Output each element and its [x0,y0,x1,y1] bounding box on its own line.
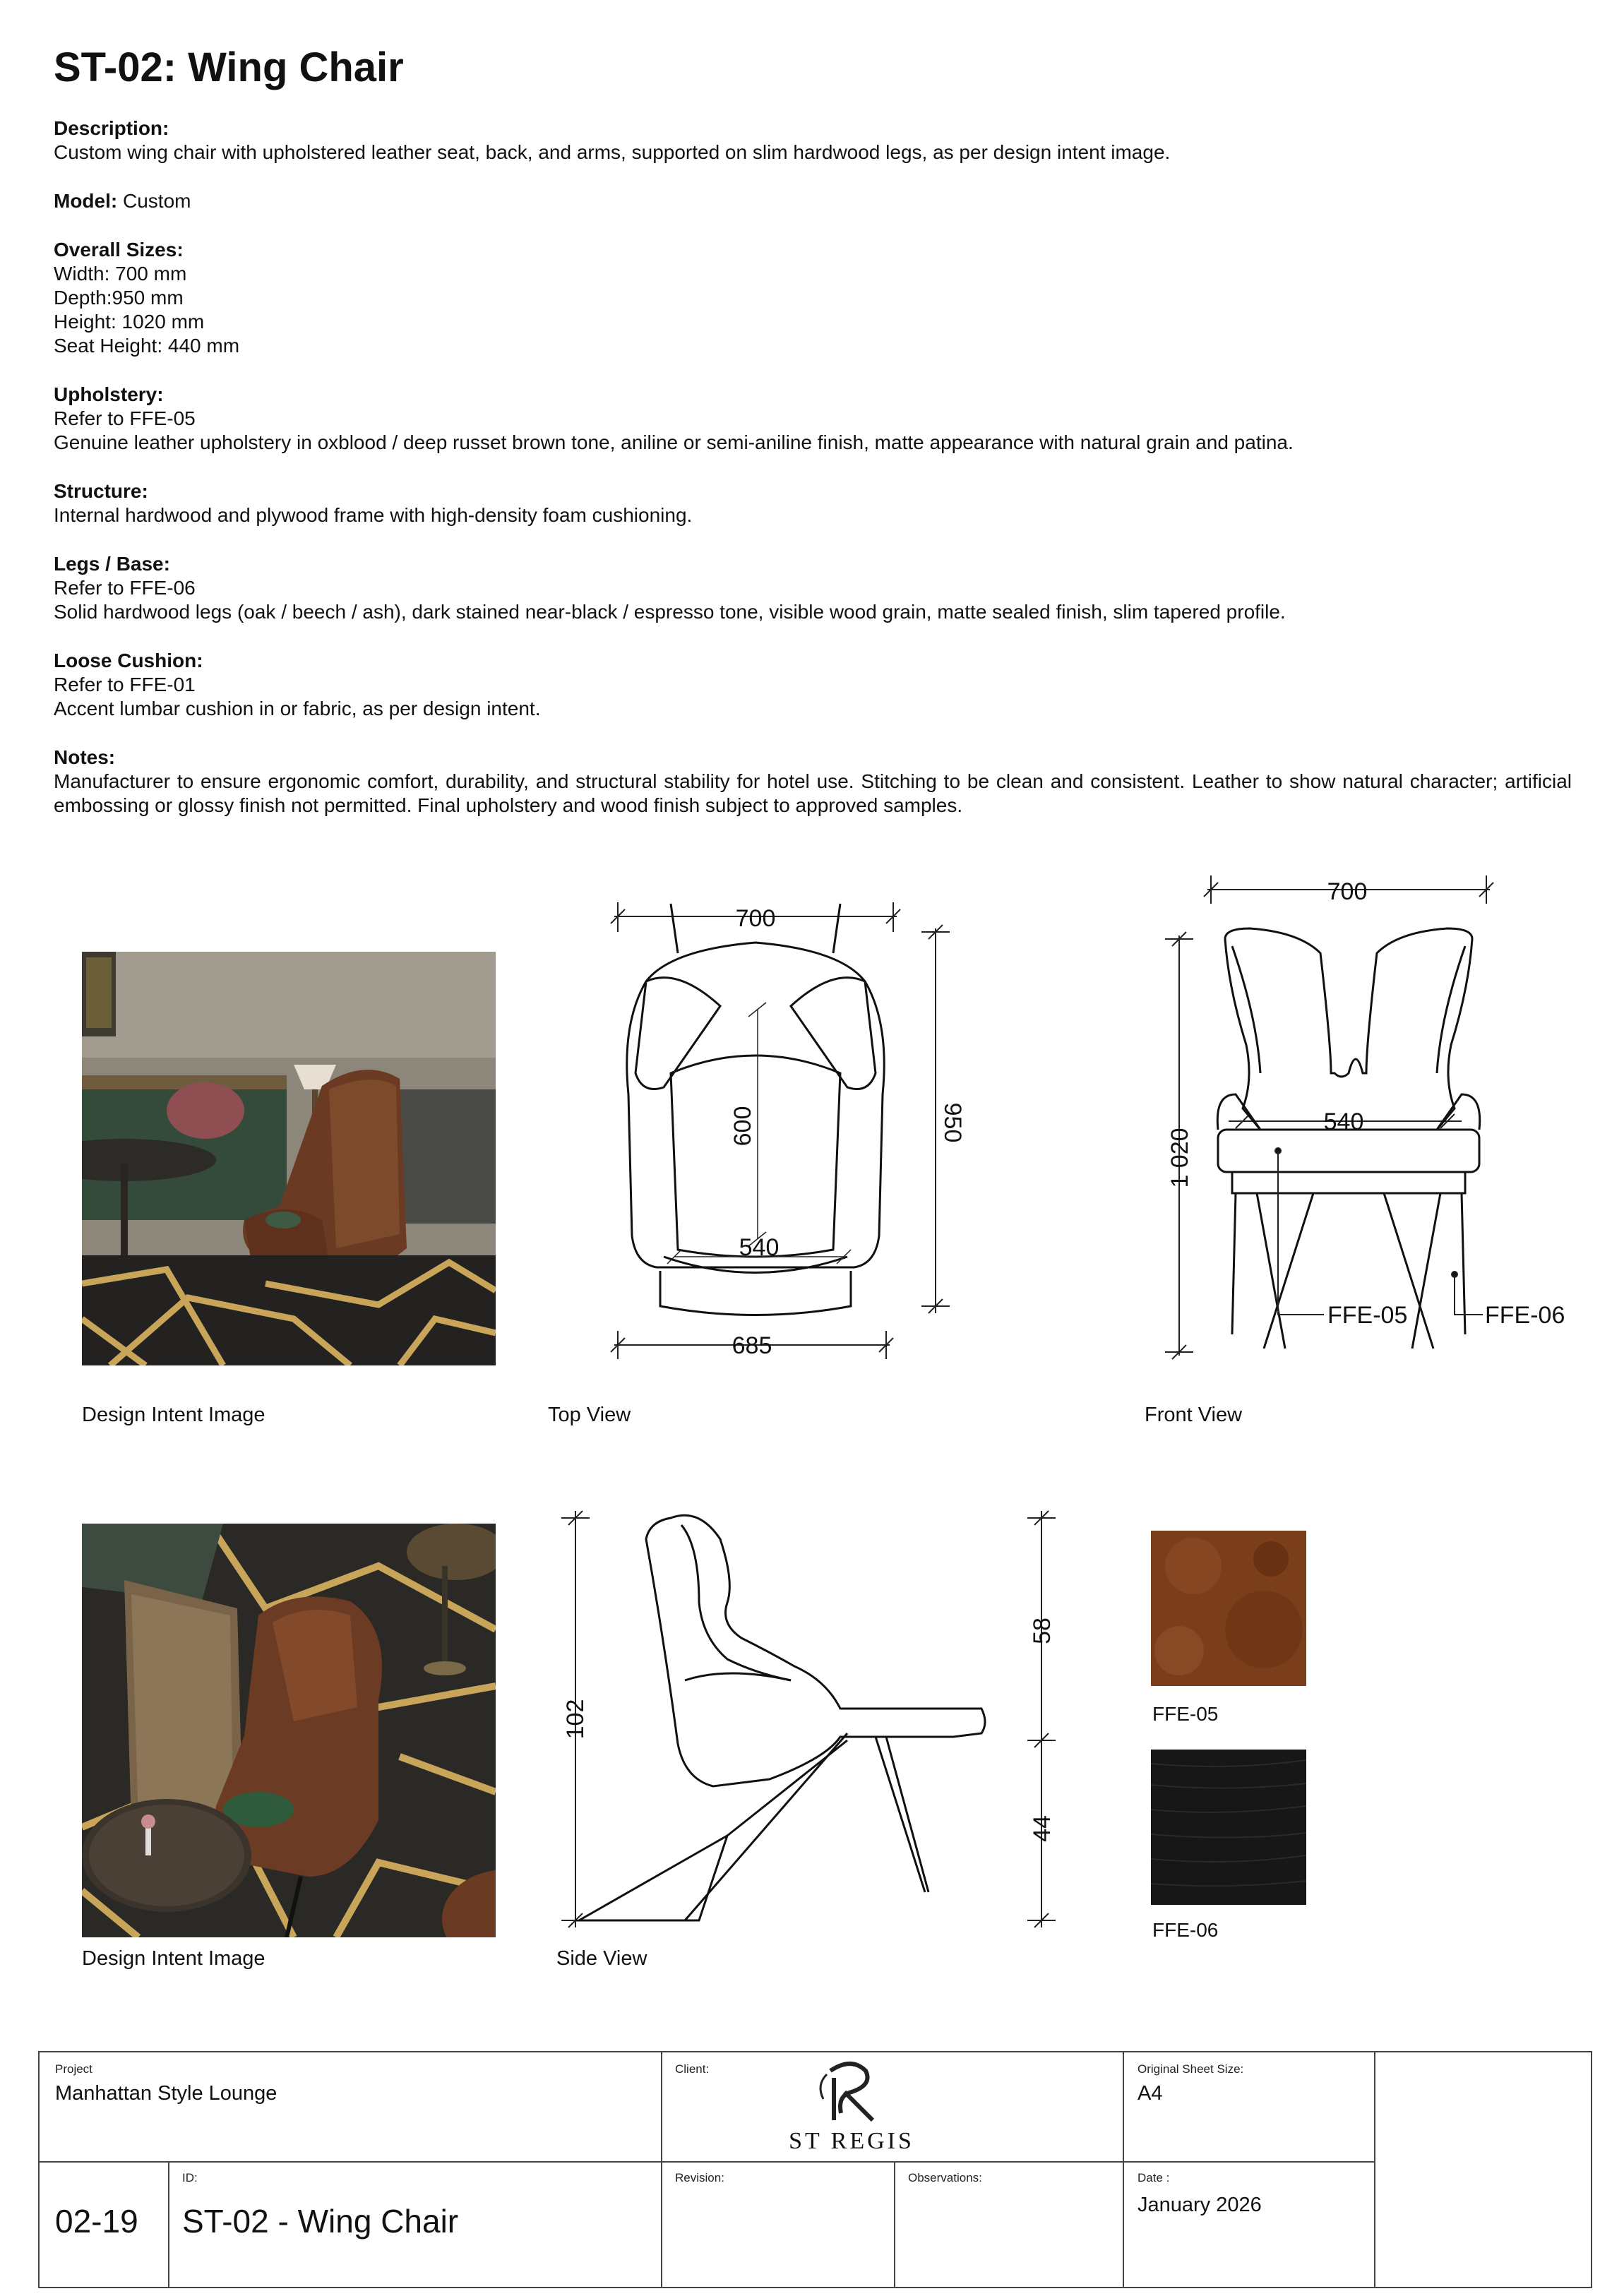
size-width: Width: 700 mm [54,263,187,285]
top-depth-label: 950 [939,1102,966,1143]
top-base-width-label: 685 [732,1332,772,1359]
design-intent-photo-2 [82,1524,496,1937]
upholstery-label: Upholstery: [54,383,164,405]
project-label: Project [55,2062,92,2076]
observations-label: Observations: [908,2171,982,2184]
brand-wordmark: ST REGIS [789,2128,914,2154]
front-seat-width-label: 540 [1323,1108,1364,1135]
size-seat-height: Seat Height: 440 mm [54,335,240,357]
side-lower-label: 44 [1029,1815,1056,1842]
caption-front-view: Front View [1145,1404,1243,1426]
cushion-label: Loose Cushion: [54,650,203,671]
notes-section [54,746,1572,818]
swatch-ffe06 [1151,1750,1306,1905]
front-view-drawing [1158,861,1582,1370]
size-depth: Depth:950 mm [54,287,184,309]
lounge-photo-2 [82,1524,496,1937]
description-text: Custom wing chair with upholstered leather seat, back, and arms, supported on slim hardwood legs, as per design intent image. [54,141,1171,163]
cushion-ref: Refer to FFE-01 [54,674,196,695]
top-seat-width-label: 540 [739,1234,780,1261]
front-ffe06-label: FFE-06 [1485,1302,1565,1329]
leather-texture [1151,1531,1306,1686]
upholstery-section [54,383,1572,455]
st-regis-logo [760,2057,943,2159]
lounge-photo-1 [82,952,496,1365]
side-view-chair-outline [579,1515,985,1920]
cushion-section [54,649,1572,721]
structure-section [54,479,1572,527]
sizes-section [54,238,1572,358]
date-value: January 2026 [1138,2194,1262,2216]
sheet-number: 02-19 [55,2203,138,2240]
legs-label: Legs / Base: [54,553,170,575]
swatch-ffe05-label: FFE-05 [1152,1703,1219,1725]
id-label: ID: [182,2171,198,2184]
side-view-drawing [558,1497,1066,1935]
sizes-label: Overall Sizes: [54,239,184,261]
model-label: Model: [54,190,118,212]
side-height-label: 102 [562,1699,589,1740]
model-value: Custom [123,190,191,212]
upholstery-text: Genuine leather upholstery in oxblood / deep russet brown tone, aniline or semi-aniline finish, matte appearance with natural grain and patina. [54,431,1294,453]
page-title: ST-02: Wing Chair [54,44,404,90]
caption-design-intent-2: Design Intent Image [82,1947,265,1970]
description-label: Description: [54,117,169,139]
sheet-size-value: A4 [1138,2082,1163,2105]
front-width-label: 700 [1327,878,1368,905]
side-upper-label: 58 [1029,1618,1056,1644]
front-ffe05-label: FFE-05 [1327,1302,1408,1329]
sheet-size-label: Original Sheet Size: [1138,2062,1244,2076]
top-seat-depth-label: 600 [729,1106,756,1147]
legs-ref: Refer to FFE-06 [54,577,196,599]
legs-text: Solid hardwood legs (oak / beech / ash), dark stained near-black / espresso tone, visible wood grain, matte sealed finish, slim tapered profile. [54,601,1286,623]
notes-text: Manufacturer to ensure ergonomic comfort, durability, and structural stability for hotel use. Stitching to be clean and consistent. Leather to show natural character; artificial embossing or glossy finish not permitted. Final upholstery and wood finish subject to approved samples. [54,770,1572,816]
top-width-label: 700 [735,905,776,932]
size-height: Height: 1020 mm [54,311,205,333]
title-block [38,2051,1592,2288]
structure-text: Internal hardwood and plywood frame with high-density foam cushioning. [54,504,693,526]
id-value: ST-02 - Wing Chair [182,2203,459,2240]
revision-label: Revision: [675,2171,724,2184]
caption-design-intent-1: Design Intent Image [82,1404,265,1426]
swatch-ffe05 [1151,1531,1306,1686]
specification [54,116,1572,842]
design-intent-photo-1 [82,952,496,1365]
model-section [54,189,1572,213]
description-section [54,116,1572,165]
upholstery-ref: Refer to FFE-05 [54,407,196,429]
client-label: Client: [675,2062,710,2076]
caption-side-view: Side View [556,1947,647,1970]
cushion-text: Accent lumbar cushion in or fabric, as per design intent. [54,698,541,719]
wood-grain-texture [1151,1750,1306,1905]
top-view-drawing [579,883,974,1363]
swatch-ffe06-label: FFE-06 [1152,1919,1219,1941]
project-name: Manhattan Style Lounge [55,2082,277,2105]
legs-section [54,552,1572,624]
caption-top-view: Top View [548,1404,631,1426]
front-height-label: 1 020 [1166,1128,1193,1188]
date-label: Date : [1138,2171,1170,2184]
front-view-chair-outline [1217,928,1479,1349]
notes-label: Notes: [54,746,116,768]
monogram-icon [809,2057,894,2127]
structure-label: Structure: [54,480,148,502]
